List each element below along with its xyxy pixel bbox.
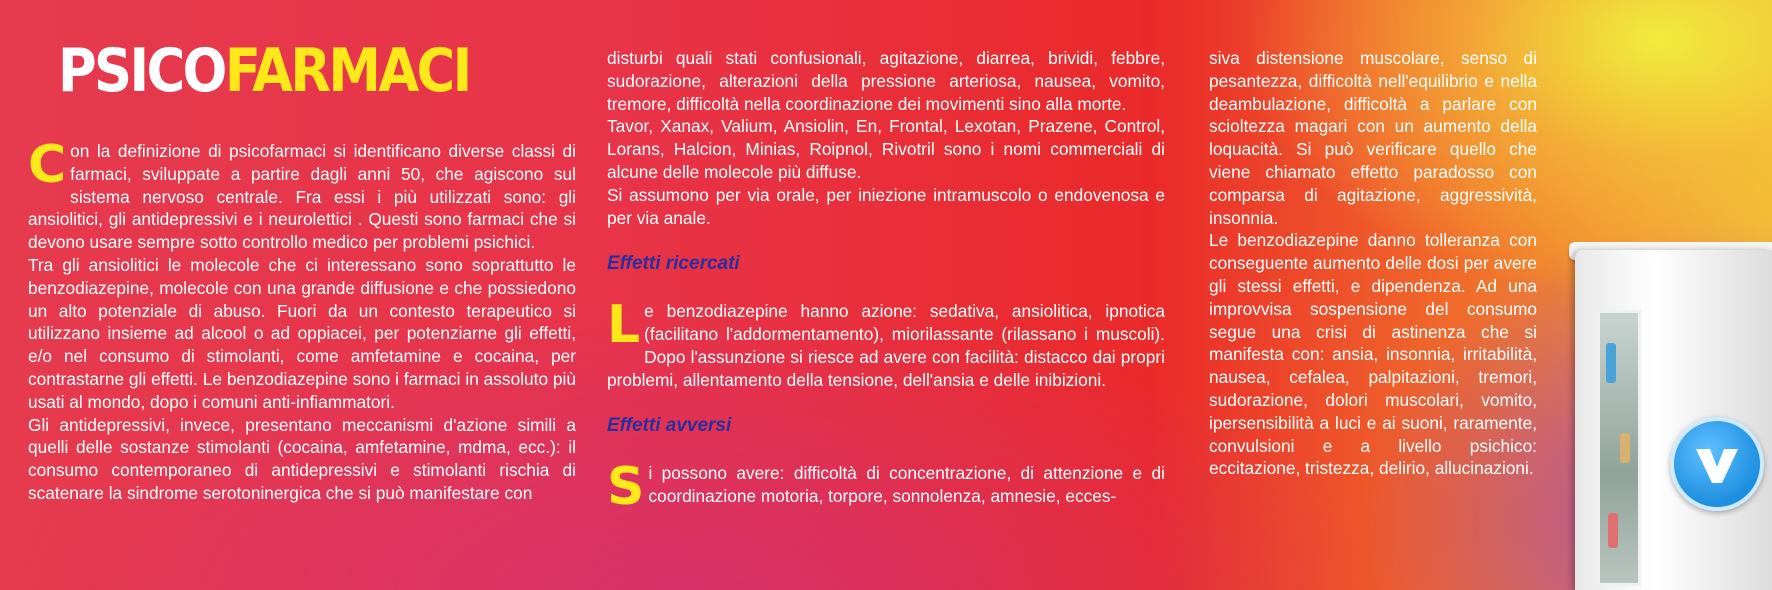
tolleranza-paragraph: Le benzodiazepine danno tolleranza con conseguente aumento delle dosi per avere gli stessi effetti, e dipendenza. Ad una improvvisa sospensione del consumo segue una crisi di astinenza che si manifesta con: ansia, insonnia, irritabilità, nausea, cefalea, palpitazioni, tremori, sudorazione, dolori muscolari, vomito, ipersensibilità a luci e ai suoni, raramente, convulsioni e a livello psichico: eccitazione, tristezza, delirio, allucinazioni. <box>1209 230 1537 479</box>
drop-cap-l: L <box>607 295 641 356</box>
bottle-icon <box>1608 513 1618 548</box>
bottle-icon <box>1606 343 1616 383</box>
checkmark-icon <box>1690 437 1744 491</box>
heading-effetti-ricercati: Effetti ricercati <box>607 253 740 275</box>
disturbi-paragraph: disturbi quali stati confusionali, agitazione, diarrea, brividi, febbre, sudorazione, alterazioni della pressione arteriosa, nausea, vomito, tremore, difficoltà nella coordinazione dei movimenti sino alla morte. <box>607 48 1165 114</box>
assunzione-paragraph: Si assumono per via orale, per iniezione intramuscolo o endovenosa e per via anale. <box>607 184 1165 228</box>
effetti-ricercati-paragraph <box>607 295 1165 391</box>
bottle-icon <box>1620 433 1630 463</box>
intro-text: on la definizione di psicofarmaci si identificano diverse classi di farmaci, sviluppate a partire dagli anni 50, che agiscono sul sistema nervoso centrale. Fra essi i più utilizzati sono: gli ansiolitici, gli antidepressivi e i neurolettici . Questi sono farmaci che si devono usare sempre sotto controllo medico per problemi psichici. <box>28 141 576 253</box>
effetti-avversi-text: i possono avere: difficoltà di concentrazione, di attenzione e di coordinazione motoria, torpore, sonnolenza, amnesie, ecces- <box>648 463 1165 506</box>
title-part-1: PSICO <box>58 36 225 106</box>
column-3 <box>1209 47 1537 480</box>
continuation-paragraph: siva distensione muscolare, senso di pesantezza, difficoltà nell'equilibrio e nella deambulazione, difficoltà a parlare con scioltezza magari con un aumento della loquacità. Si può verificare quello che viene chiamato effetto paradosso con comparsa di agitazione, aggressività, insonnia. <box>1209 48 1537 228</box>
intro-paragraph <box>28 135 576 254</box>
medicine-cabinet-image <box>1575 250 1772 590</box>
page-title <box>58 36 470 106</box>
v-check-logo-icon <box>1670 417 1764 511</box>
drop-cap-c: C <box>28 135 67 195</box>
cabinet-body <box>1575 250 1772 590</box>
title-part-2: FARMACI <box>224 36 470 106</box>
effetti-avversi-paragraph <box>607 457 1165 518</box>
brand-names-paragraph: Tavor, Xanax, Valium, Ansiolin, En, Frontal, Lexotan, Prazene, Control, Lorans, Halcion, Minias, Roipnol, Rivotril sono i nomi commerciali di alcune delle molecole più diffuse. <box>607 116 1165 182</box>
effetti-ricercati-text: e benzodiazepine hanno azione: sedativa, ansiolitica, ipnotica (facilitano l'addormentamento), miorilassante (rilassano i muscoli). Dopo l'assunzione si riesce ad avere con facilità: distacco dai propri problemi, allentamento della tensione, dell'ansia e delle inibizioni. <box>607 301 1165 390</box>
heading-effetti-avversi: Effetti avversi <box>607 415 732 437</box>
column-1 <box>28 135 576 505</box>
column-2 <box>607 47 1165 518</box>
antidepressivi-paragraph: Gli antidepressivi, invece, presentano meccanismi d'azione simili a quelli delle sostanze stimolanti (cocaina, amfetamine, mdma, ecc.): il consumo contemporaneo di antidepressivi e stimolanti rischia di scatenare la sindrome serotoninergica che si può manifestare con <box>28 414 576 503</box>
drop-cap-s: S <box>607 457 645 518</box>
ansiolitici-paragraph: Tra gli ansiolitici le molecole che ci interessano sono soprattutto le benzodiazepine, molecole con una grande diffusione e che possiedono un alto potenziale di abuso. Fuori da un contesto terapeutico si utilizzano insieme ad alcool o ad oppiacei, per potenziarne gli effetti, e/o nel consumo di stimolanti, come amfetamine e cocaina, per contrastarne gli effetti. Le benzodiazepine sono i farmaci in assoluto più usati al mondo, dopo i comuni anti-infiammatori. <box>28 254 576 412</box>
cabinet-glass-door <box>1597 310 1641 586</box>
